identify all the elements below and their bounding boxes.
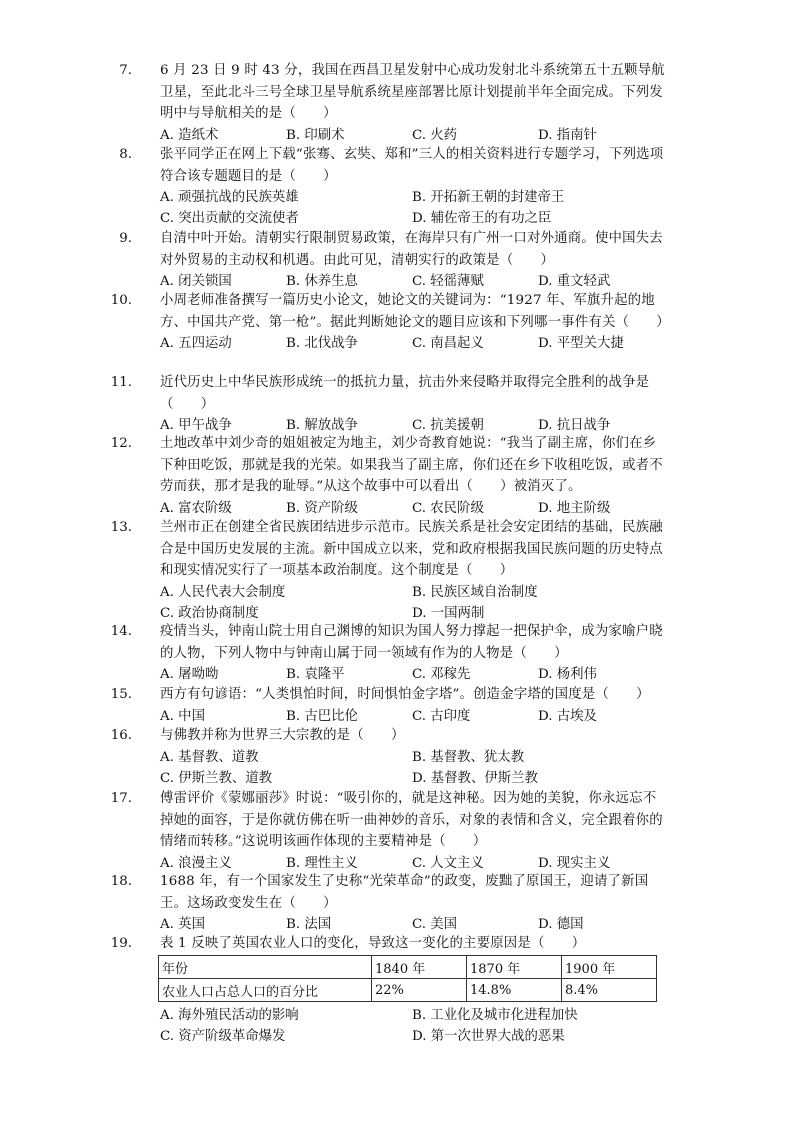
option-a[interactable]: A. 中国	[160, 708, 205, 724]
options-row	[160, 582, 666, 603]
question-stem: 兰州市正在创建全省民族团结进步示范市。民族关系是社会安定团结的基础，民族融合是中国历史发展的主流。新中国成立以来，党和政府根据我国民族问题的历史特点和现实情况实行了一项基本政治制度。这个制度是（ ）	[160, 520, 663, 578]
option-c[interactable]: C. 古印度	[412, 708, 471, 724]
question-number: 13.	[110, 520, 132, 535]
question-stem: 张平同学正在网上下载“张骞、玄奘、郑和”三人的相关资料进行专题学习，下列选项符合该专题题目的是（ ）	[160, 147, 664, 184]
option-c[interactable]: C. 美国	[412, 917, 458, 932]
table-cell: 年份	[159, 956, 372, 979]
question-stem: 1688 年，有一个国家发生了史称“光荣革命”的政变，废黜了原国王，迎请了新国王。这场政变发生在（ ）	[160, 874, 649, 911]
table-cell: 8.4%	[562, 979, 657, 1002]
question-stem: 疫情当头，钟南山院士用自己渊博的知识为国人努力撑起一把保护伞，成为家喻户晓的人物，下列人物中与钟南山属于同一领域有作为的人物是（ ）	[160, 624, 663, 661]
option-b[interactable]: B. 休养生息	[286, 274, 358, 289]
option-a[interactable]: A. 甲午战争	[160, 418, 232, 433]
question-18	[110, 871, 692, 935]
option-a[interactable]: A. 英国	[160, 917, 205, 932]
option-a[interactable]: A. 富农阶级	[160, 500, 232, 516]
option-d[interactable]: D. 一国两制	[412, 605, 485, 621]
option-a[interactable]: A. 基督教、道教	[160, 749, 259, 765]
question-14	[110, 621, 692, 685]
question-8	[119, 144, 692, 229]
options-row	[160, 1026, 666, 1047]
option-b[interactable]: B. 工业化及城市化进程加快	[412, 1008, 578, 1023]
option-d[interactable]: D. 德国	[538, 917, 584, 932]
question-7	[119, 60, 692, 146]
question-number: 9.	[119, 231, 132, 246]
option-a[interactable]: A. 造纸术	[160, 127, 219, 143]
question-number: 10.	[110, 293, 132, 308]
option-c[interactable]: C. 轻徭薄赋	[412, 274, 484, 289]
option-b[interactable]: B. 古巴比伦	[286, 708, 358, 724]
option-b[interactable]: B. 资产阶级	[286, 500, 358, 516]
option-b[interactable]: B. 解放战争	[286, 418, 358, 433]
question-stem: 自清中叶开始。清朝实行限制贸易政策，在海岸只有广州一口对外通商。使中国失去对外贸易的主动权和机遇。由此可见，清朝实行的政策是（ ）	[160, 231, 663, 268]
table-cell: 农业人口占总人口的百分比	[159, 979, 372, 1002]
question-9	[119, 228, 692, 292]
options-row	[160, 271, 666, 292]
question-17	[110, 788, 692, 874]
option-d[interactable]: D. 地主阶级	[538, 500, 611, 516]
option-d[interactable]: D. 指南针	[538, 127, 597, 143]
option-b[interactable]: B. 民族区域自治制度	[412, 584, 538, 600]
options-row	[160, 187, 666, 208]
option-c[interactable]: C. 邓稼先	[412, 667, 471, 682]
question-number: 15.	[110, 687, 132, 702]
option-b[interactable]: B. 基督教、犹太教	[412, 749, 525, 765]
option-a[interactable]: A. 顽强抗战的民族英雄	[160, 190, 299, 205]
table-cell: 14.8%	[467, 979, 562, 1002]
option-a[interactable]: A. 五四运动	[160, 336, 232, 351]
question-10	[110, 290, 692, 354]
option-b[interactable]: B. 北伐战争	[286, 336, 358, 351]
table-cell: 1870 年	[467, 956, 562, 979]
option-d[interactable]: D. 重文轻武	[538, 274, 611, 289]
options-row	[160, 664, 666, 685]
question-number: 16.	[110, 728, 132, 743]
question-number: 17.	[110, 791, 132, 806]
option-c[interactable]: C. 政治协商制度	[160, 605, 259, 621]
options-row	[160, 747, 666, 768]
option-a[interactable]: A. 闭关锁国	[160, 274, 232, 289]
question-stem: 近代历史上中华民族形成统一的抵抗力量，抗击外来侵略并取得完全胜利的战争是（ ）	[160, 375, 650, 412]
options-row	[160, 768, 666, 789]
option-c[interactable]: C. 农民阶级	[412, 500, 484, 516]
table-row	[159, 979, 657, 1002]
table-cell: 1900 年	[562, 956, 657, 979]
option-c[interactable]: C. 资产阶级革命爆发	[160, 1029, 286, 1044]
question-number: 11.	[110, 375, 132, 390]
question-number: 14.	[110, 624, 132, 639]
options-row	[160, 706, 666, 727]
options-row	[160, 125, 666, 146]
option-a[interactable]: A. 人民代表大会制度	[160, 584, 286, 600]
option-b[interactable]: B. 印刷术	[286, 127, 345, 143]
population-table	[158, 955, 657, 1002]
option-d[interactable]: D. 现实主义	[538, 855, 611, 871]
question-stem: 傅雷评价《蒙娜丽莎》时说：“吸引你的，就是这神秘。因为她的美貌，你永远忘不掉她的面容，于是你就仿佛在听一曲神妙的音乐，对象的表情和含义，完全跟着你的情绪而转移。”这说明该画作体现的主要精神是（ ）	[160, 791, 663, 849]
question-12	[110, 433, 692, 519]
options-row	[160, 1005, 666, 1026]
table-cell: 1840 年	[372, 956, 467, 979]
table-header-row	[159, 956, 657, 979]
options-row	[160, 914, 666, 935]
option-b[interactable]: B. 袁隆平	[286, 667, 345, 682]
question-stem: 小周老师准备撰写一篇历史小论文，她论文的关键词为：“1927 年、军旗升起的地方、中国共产党、第一枪”。据此判断她论文的题目应该和下列哪一事件有关（ ）	[160, 293, 670, 330]
option-d[interactable]: D. 抗日战争	[538, 418, 611, 433]
table-cell: 22%	[372, 979, 467, 1002]
option-b[interactable]: B. 理性主义	[286, 855, 358, 871]
question-19	[110, 933, 692, 955]
question-number: 8.	[119, 147, 132, 162]
option-c[interactable]: C. 人文主义	[412, 855, 484, 871]
option-d[interactable]: D. 辅佐帝王的有功之臣	[412, 211, 552, 226]
option-c[interactable]: C. 火药	[412, 127, 458, 143]
question-16	[110, 725, 692, 789]
question-number: 12.	[110, 436, 132, 451]
question-11	[110, 372, 692, 436]
question-number: 18.	[110, 874, 132, 889]
question-stem: 土地改革中刘少奇的姐姐被定为地主，刘少奇教育她说：“我当了副主席，你们在乡下种田吃饭，那就是我的光荣。如果我当了副主席，你们还在乡下收租吃饭，或者不劳而获，那才是我的耻辱。”从这个故事中可以看出（ ）被消灭了。	[160, 436, 663, 494]
question-number: 19.	[110, 936, 132, 951]
question-stem: 与佛教并称为世界三大宗教的是（ ）	[160, 728, 405, 743]
question-number: 7.	[119, 63, 132, 78]
option-c[interactable]: C. 突出贡献的交流使者	[160, 211, 299, 226]
option-d[interactable]: D. 平型关大捷	[538, 336, 624, 351]
option-c[interactable]: C. 抗美援朝	[412, 418, 484, 433]
option-a[interactable]: A. 屠呦呦	[160, 667, 219, 682]
option-a[interactable]: A. 浪漫主义	[160, 855, 232, 871]
option-c[interactable]: C. 伊斯兰教、道教	[160, 770, 273, 786]
question-19-options	[132, 1005, 692, 1047]
options-row	[160, 208, 666, 229]
option-a[interactable]: A. 海外殖民活动的影响	[160, 1008, 299, 1023]
option-d[interactable]: D. 古埃及	[538, 708, 597, 724]
question-13	[110, 517, 692, 624]
option-b[interactable]: B. 法国	[286, 917, 332, 932]
question-stem: 表 1 反映了英国农业人口的变化，导致这一变化的主要原因是（ ）	[160, 936, 586, 951]
option-d[interactable]: D. 基督教、伊斯兰教	[412, 770, 538, 786]
option-b[interactable]: B. 开拓新王朝的封建帝王	[412, 190, 565, 205]
options-row	[160, 498, 666, 519]
option-c[interactable]: C. 南昌起义	[412, 336, 484, 351]
question-stem: 西方有句谚语：“人类惧怕时间，时间惧怕金字塔”。创造金字塔的国度是（ ）	[160, 687, 650, 702]
option-d[interactable]: D. 杨利伟	[538, 667, 597, 682]
options-row	[160, 333, 666, 354]
option-d[interactable]: D. 第一次世界大战的恶果	[412, 1029, 565, 1044]
question-stem: 6 月 23 日 9 时 43 分，我国在西昌卫星发射中心成功发射北斗系统第五十五颗导航卫星，至此北斗三号全球卫星导航系统星座部署比原计划提前半年全面完成。下列发明中与导航相关的是（ ）	[160, 63, 665, 121]
question-15	[110, 684, 692, 727]
